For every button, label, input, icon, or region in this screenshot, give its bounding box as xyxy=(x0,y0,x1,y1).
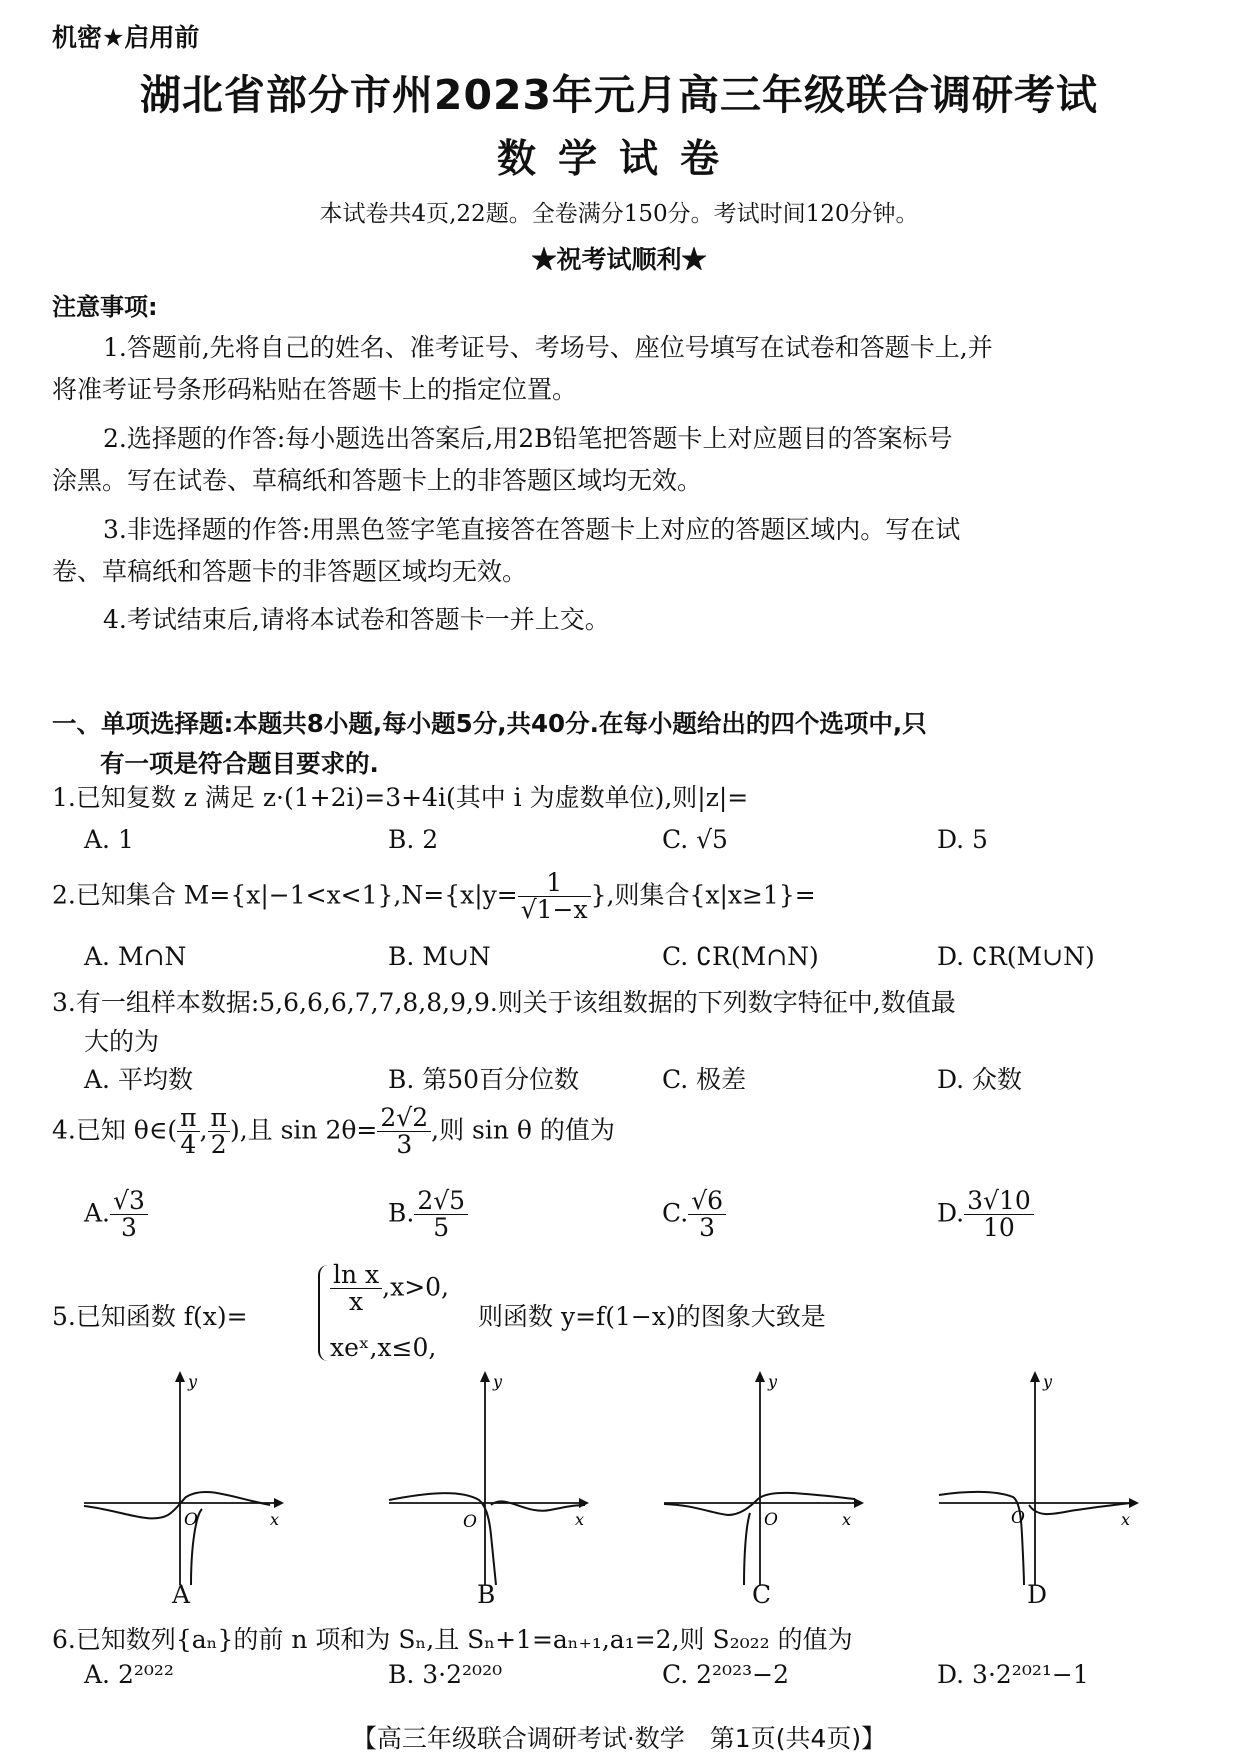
q1-option-c: C. √5 xyxy=(662,825,728,854)
q5-piecewise-brace xyxy=(318,1265,330,1361)
confidential-mark: 机密★启用前 xyxy=(52,23,200,52)
q4-option-a-label: A. xyxy=(84,1198,111,1228)
q4-option-d-label: D. xyxy=(937,1198,965,1228)
q5-graph-a-x-label: x xyxy=(270,1510,280,1529)
q4-fraction-3-den: 3 xyxy=(396,1130,413,1160)
q5-graph-a-label: A xyxy=(172,1580,191,1609)
section1-heading-line2: 有一项是符合题目要求的. xyxy=(100,749,379,778)
q4-option-c-label: C. xyxy=(662,1198,689,1228)
q4-option-d-den: 10 xyxy=(983,1213,1015,1243)
notice-item-1-line1: 1.答题前,先将自己的姓名、准考证号、考场号、座位号填写在试卷和答题卡上,并 xyxy=(103,333,993,362)
q3-option-b: B. 第50百分位数 xyxy=(388,1065,580,1094)
exam-title: 湖北省部分市州2023年元月高三年级联合调研考试 xyxy=(139,71,1099,119)
q1-option-a: A. 1 xyxy=(84,825,134,854)
q4-stem-part1: 4.已知 θ∈( xyxy=(52,1115,178,1145)
q3-stem-line2: 大的为 xyxy=(84,1027,160,1056)
q5-graph-b-label: B xyxy=(477,1580,496,1609)
section1-heading-line1: 一、单项选择题:本题共8小题,每小题5分,共40分.在每小题给出的四个选项中,只 xyxy=(52,709,927,738)
q2-fraction-num: 1 xyxy=(518,870,591,897)
notice-item-3-line1: 3.非选择题的作答:用黑色签字笔直接答在答题卡上对应的答题区域内。写在试 xyxy=(103,515,961,544)
q3-stem-line1: 3.有一组样本数据:5,6,6,6,7,7,8,8,9,9.则关于该组数据的下列数字特征中,数值最 xyxy=(52,988,956,1017)
q2-option-a: A. M∩N xyxy=(84,942,187,971)
notice-item-3-line2: 卷、草稿纸和答题卡的非答题区域均无效。 xyxy=(52,557,528,586)
q4-option-d xyxy=(937,1188,1034,1242)
q4-option-b-label: B. xyxy=(388,1198,415,1228)
q5-graph-d-x-label: x xyxy=(1121,1510,1131,1529)
q4-fraction-1 xyxy=(177,1105,199,1159)
q4-fraction-2-num: π xyxy=(208,1105,230,1132)
notice-item-2-line2: 涂黑。写在试卷、草稿纸和答题卡上的非答题区域均无效。 xyxy=(52,466,703,495)
q4-fraction-2-den: 2 xyxy=(210,1130,227,1160)
q5-case-1-frac xyxy=(330,1262,382,1316)
notice-heading: 注意事项: xyxy=(52,293,158,321)
notice-item-4: 4.考试结束后,请将本试卷和答题卡一并上交。 xyxy=(103,605,610,634)
q1-stem: 1.已知复数 z 满足 z·(1+2i)=3+4i(其中 i 为虚数单位),则|z|= xyxy=(52,783,749,812)
q4-option-a-den: 3 xyxy=(120,1213,137,1243)
q6-stem: 6.已知数列{aₙ}的前 n 项和为 Sₙ,且 Sₙ+1=aₙ₊₁,a₁=2,则 S₂₀₂₂ 的值为 xyxy=(52,1625,853,1654)
q6-option-c: C. 2²⁰²³−2 xyxy=(662,1660,789,1689)
q5-graph-d-origin: O xyxy=(1011,1508,1025,1528)
q4-fraction-1-num: π xyxy=(177,1105,199,1132)
q2-stem xyxy=(52,870,816,924)
q5-graph-d-y-label: y xyxy=(1043,1372,1053,1391)
q2-option-c: C. ∁R(M∩N) xyxy=(662,942,819,971)
q5-graph-c-x-label: x xyxy=(842,1510,852,1529)
q4-separator: , xyxy=(199,1115,208,1145)
q5-stem-part1: 5.已知函数 f(x)= xyxy=(52,1302,248,1331)
q4-option-a xyxy=(84,1188,148,1242)
q5-case-1 xyxy=(330,1262,449,1316)
q4-option-a-num: √3 xyxy=(110,1188,148,1215)
q5-graph-c-origin: O xyxy=(764,1510,778,1530)
q4-option-d-frac xyxy=(964,1188,1034,1242)
q5-graph-a-y-label: y xyxy=(188,1372,198,1391)
notice-item-1-line2: 将准考证号条形码粘贴在答题卡上的指定位置。 xyxy=(52,375,578,404)
q4-option-b-den: 5 xyxy=(433,1213,450,1243)
q4-fraction-1-den: 4 xyxy=(180,1130,197,1160)
q4-option-c-num: √6 xyxy=(688,1188,726,1215)
q5-graph-a-origin: O xyxy=(184,1510,198,1530)
good-luck-line: ★祝考试顺利★ xyxy=(531,245,707,274)
q4-stem-part2: ),且 sin 2θ= xyxy=(229,1115,378,1145)
q5-graph-b-origin: O xyxy=(463,1512,477,1532)
q1-option-d: D. 5 xyxy=(937,825,988,854)
notice-item-2-line1: 2.选择题的作答:每小题选出答案后,用2B铅笔把答题卡上对应题目的答案标号 xyxy=(103,424,953,453)
q4-option-c-frac xyxy=(688,1188,726,1242)
q4-stem xyxy=(52,1105,615,1159)
q2-fraction-den: √1−x xyxy=(520,895,588,925)
q6-option-d: D. 3·2²⁰²¹−1 xyxy=(937,1660,1089,1689)
q5-graph-a xyxy=(70,1365,290,1595)
q4-option-c xyxy=(662,1188,726,1242)
q5-graph-c-label: C xyxy=(752,1580,772,1609)
q4-stem-part3: ,则 sin θ 的值为 xyxy=(431,1115,615,1145)
exam-subtitle: 数学试卷 xyxy=(496,137,741,182)
q5-case-1-den: x xyxy=(349,1287,364,1317)
q5-case-2: xeˣ,x≤0, xyxy=(330,1333,437,1362)
q6-option-b: B. 3·2²⁰²⁰ xyxy=(388,1660,503,1689)
q6-option-a: A. 2²⁰²² xyxy=(84,1660,174,1689)
q4-option-d-num: 3√10 xyxy=(964,1188,1034,1215)
q4-option-b xyxy=(388,1188,468,1242)
q5-graph-d xyxy=(925,1365,1145,1595)
q3-option-d: D. 众数 xyxy=(937,1065,1023,1094)
q5-graph-c-y-label: y xyxy=(768,1372,778,1391)
q1-option-b: B. 2 xyxy=(388,825,439,854)
q4-option-b-frac xyxy=(414,1188,468,1242)
q5-graph-c xyxy=(650,1365,870,1595)
q4-option-b-num: 2√5 xyxy=(414,1188,468,1215)
q5-graph-b-y-label: y xyxy=(493,1372,503,1391)
q4-option-a-frac xyxy=(110,1188,148,1242)
q4-fraction-2 xyxy=(208,1105,230,1159)
q2-option-b: B. M∪N xyxy=(388,942,491,971)
q3-option-a: A. 平均数 xyxy=(84,1065,193,1094)
q2-option-d: D. ∁R(M∪N) xyxy=(937,942,1095,971)
exam-intro: 本试卷共4页,22题。全卷满分150分。考试时间120分钟。 xyxy=(319,201,919,227)
q5-case-1-num: ln x xyxy=(330,1262,382,1289)
q2-fraction xyxy=(518,870,591,924)
q5-graph-b xyxy=(375,1365,595,1595)
page-footer: 【高三年级联合调研考试·数学 第1页(共4页)】 xyxy=(351,1724,887,1753)
q4-fraction-3 xyxy=(377,1105,431,1159)
q3-option-c: C. 极差 xyxy=(662,1065,747,1094)
q2-stem-part1: 2.已知集合 M={x|−1<x<1},N={x|y= xyxy=(52,880,518,910)
q5-graph-b-x-label: x xyxy=(575,1510,585,1529)
q4-option-c-den: 3 xyxy=(699,1213,716,1243)
q5-case-1-cond: ,x>0, xyxy=(382,1272,450,1302)
q5-stem-part2: 则函数 y=f(1−x)的图象大致是 xyxy=(478,1302,826,1331)
q5-graph-d-label: D xyxy=(1027,1580,1048,1609)
q4-fraction-3-num: 2√2 xyxy=(377,1105,431,1132)
q2-stem-part2: },则集合{x|x≥1}= xyxy=(590,880,816,910)
